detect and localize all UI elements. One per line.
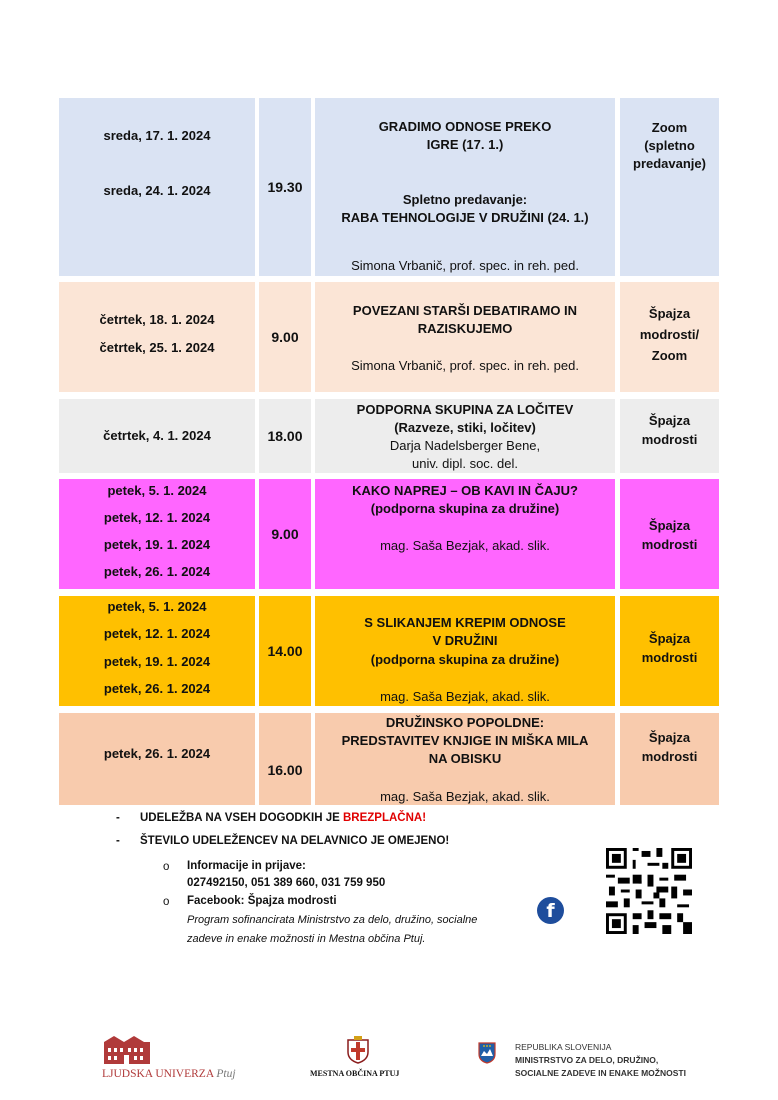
- row6-location-line1: Špajza: [648, 730, 691, 745]
- funding-line-1: Program sofinancirata Ministrstvo za delo, družino, socialne: [187, 914, 478, 926]
- row3-lecturer-1: Darja Nadelsberger Bene,: [389, 438, 541, 453]
- row5-location: [620, 596, 719, 706]
- note-free-highlight: BREZPLAČNA!: [342, 812, 427, 824]
- row3-title: [315, 399, 615, 473]
- row2-lecturer: Simona Vrbanič, prof. spec. in reh. ped.: [351, 358, 579, 373]
- row6-title-line1: DRUŽINSKO POPOLDNE:: [385, 715, 545, 730]
- row3-title-line1: PODPORNA SKUPINA ZA LOČITEV: [356, 402, 574, 417]
- row2-location-line2: modrosti/: [639, 327, 700, 342]
- note-free-entry: [140, 812, 426, 824]
- row3-title-line2: (Razveze, stiki, ločitev): [394, 420, 536, 435]
- row2-title: [315, 282, 615, 392]
- row1-dates: [59, 98, 255, 276]
- row5-date-2: petek, 12. 1. 2024: [103, 626, 211, 641]
- row5-date-4: petek, 26. 1. 2024: [103, 681, 211, 696]
- row3-dates: [59, 399, 255, 473]
- row1-time: 19.30: [259, 98, 311, 276]
- row2-date-2: četrtek, 25. 1. 2024: [99, 340, 215, 355]
- ljudska-univerza-building-icon: [102, 1034, 152, 1064]
- funding-line-2: zadeve in enake možnosti in Mestna občina Ptuj.: [187, 933, 426, 945]
- row4-title: [315, 479, 615, 589]
- row1-date-1: sreda, 17. 1. 2024: [103, 128, 211, 143]
- row4-date-4: petek, 26. 1. 2024: [103, 564, 211, 579]
- note-limited-participants: ŠTEVILO UDELEŽENCEV NA DELAVNICO JE OMEJENO!: [140, 835, 450, 847]
- row1-lecturer: Simona Vrbanič, prof. spec. in reh. ped.: [351, 258, 579, 273]
- row6-date-1: petek, 26. 1. 2024: [103, 746, 211, 761]
- row4-lecturer: mag. Saša Bezjak, akad. slik.: [380, 538, 550, 553]
- rs-logo-line2: MINISTRSTVO ZA DELO, DRUŽINO,: [515, 1055, 659, 1065]
- info-phones: 027492150, 051 389 660, 031 759 950: [187, 877, 386, 889]
- row1-date-2: sreda, 24. 1. 2024: [103, 183, 211, 198]
- row1-title: [315, 98, 615, 276]
- row1-title-line1: GRADIMO ODNOSE PREKO: [378, 119, 552, 134]
- row5-location-line2: modrosti: [641, 650, 698, 665]
- row1-location: [620, 98, 719, 276]
- row2-location-line1: Špajza: [648, 306, 691, 321]
- row2-title-line2: RAZISKUJEMO: [417, 321, 513, 336]
- ljudska-univerza-name: LJUDSKA UNIVERZA: [102, 1068, 214, 1080]
- row6-dates: [59, 713, 255, 805]
- row5-lecturer: mag. Saša Bezjak, akad. slik.: [380, 689, 550, 704]
- ljudska-univerza-logo-text: [102, 1068, 236, 1080]
- row4-location-line1: Špajza: [648, 518, 691, 533]
- bullet-dash-2: -: [116, 835, 120, 847]
- row3-location: [620, 399, 719, 473]
- row4-time: 9.00: [259, 479, 311, 589]
- row1-location-line2: (spletno: [644, 138, 695, 153]
- row4-date-1: petek, 5. 1. 2024: [107, 483, 207, 498]
- row5-title: [315, 596, 615, 706]
- row1-title-line3: Spletno predavanje:: [402, 192, 528, 207]
- bullet-circle-2: o: [163, 896, 170, 908]
- row5-dates: [59, 596, 255, 706]
- row2-dates: [59, 282, 255, 392]
- row2-location-line3: Zoom: [651, 348, 688, 363]
- row6-title-line3: NA OBISKU: [428, 751, 502, 766]
- rs-logo-line3: SOCIALNE ZADEVE IN ENAKE MOŽNOSTI: [515, 1068, 686, 1078]
- row5-title-line3: (podporna skupina za družine): [370, 652, 560, 667]
- note-free-entry-text: UDELEŽBA NA VSEH DOGODKIH JE: [140, 812, 343, 824]
- row1-title-line2: IGRE (17. 1.): [426, 137, 504, 152]
- row6-time: 16.00: [259, 713, 311, 805]
- row1-location-line1: Zoom: [651, 120, 688, 135]
- row1-title-line4: RABA TEHNOLOGIJE V DRUŽINI (24. 1.): [341, 210, 589, 225]
- row6-lecturer: mag. Saša Bezjak, akad. slik.: [380, 789, 550, 804]
- bullet-dash-1: -: [116, 812, 120, 824]
- row2-location: [620, 282, 719, 392]
- row4-title-line2: (podporna skupina za družine): [370, 501, 560, 516]
- row6-title-line2: PREDSTAVITEV KNJIGE IN MIŠKA MILA: [341, 733, 589, 748]
- row5-time: 14.00: [259, 596, 311, 706]
- bullet-circle-1: o: [163, 861, 170, 873]
- row2-time: 9.00: [259, 282, 311, 392]
- row2-title-line1: POVEZANI STARŠI DEBATIRAMO IN: [352, 303, 578, 318]
- row5-date-1: petek, 5. 1. 2024: [107, 599, 207, 614]
- row5-date-3: petek, 19. 1. 2024: [103, 654, 211, 669]
- row4-date-3: petek, 19. 1. 2024: [103, 537, 211, 552]
- mop-logo-text: MESTNA OBČINA PTUJ: [310, 1069, 400, 1078]
- row3-date-1: četrtek, 4. 1. 2024: [103, 428, 211, 443]
- qr-code-icon[interactable]: [606, 848, 692, 934]
- facebook-icon[interactable]: f: [537, 897, 564, 924]
- row5-location-line1: Špajza: [648, 631, 691, 646]
- row4-title-line1: KAKO NAPREJ – OB KAVI IN ČAJU?: [352, 483, 578, 498]
- info-label: Informacije in prijave:: [187, 860, 306, 872]
- row5-title-line1: S SLIKANJEM KREPIM ODNOSE: [364, 615, 566, 630]
- row1-location-line3: predavanje): [633, 156, 706, 171]
- rs-logo-line1: REPUBLIKA SLOVENIJA: [515, 1042, 612, 1052]
- ljudska-univerza-city: Ptuj: [216, 1068, 236, 1080]
- row3-lecturer-2: univ. dipl. soc. del.: [412, 456, 518, 471]
- facebook-label: Facebook: Špajza modrosti: [187, 895, 337, 907]
- row4-dates: [59, 479, 255, 589]
- row4-location: [620, 479, 719, 589]
- row4-date-2: petek, 12. 1. 2024: [103, 510, 211, 525]
- row6-location: [620, 713, 719, 805]
- row2-date-1: četrtek, 18. 1. 2024: [99, 312, 215, 327]
- row3-location-line1: Špajza: [648, 413, 691, 428]
- ptuj-coat-of-arms-icon: [346, 1036, 370, 1064]
- slovenia-coat-of-arms-icon: [478, 1042, 496, 1064]
- row4-location-line2: modrosti: [641, 537, 698, 552]
- row5-title-line2: V DRUŽINI: [432, 633, 498, 648]
- row6-location-line2: modrosti: [641, 749, 698, 764]
- row3-location-line2: modrosti: [641, 432, 698, 447]
- row6-title: [315, 713, 615, 805]
- row3-time: 18.00: [259, 399, 311, 473]
